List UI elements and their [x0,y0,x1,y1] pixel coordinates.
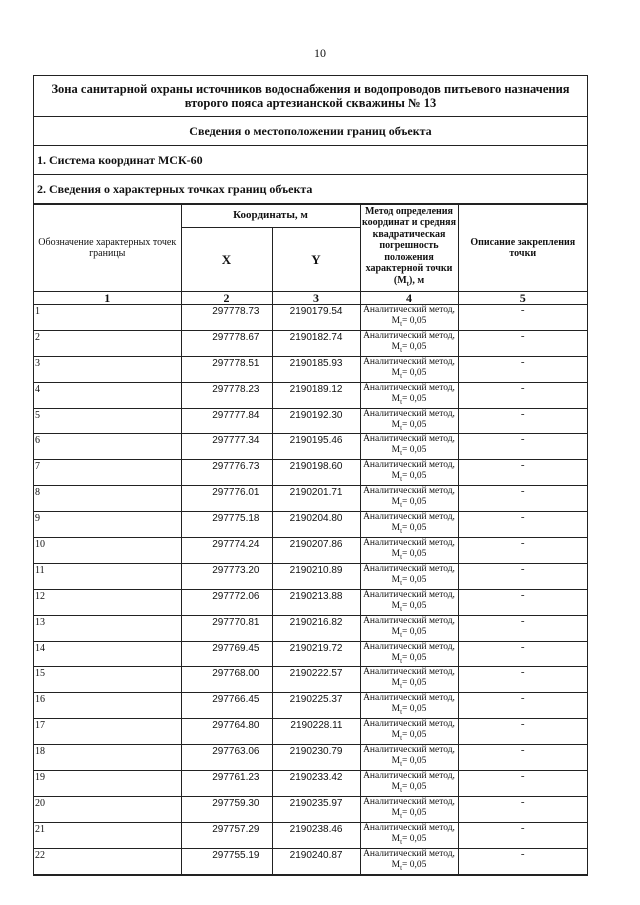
coordinate-y: 2190240.87 [272,848,360,874]
method-value: $M_t= 0,05$ [391,730,427,743]
coordinate-x: 297757.29 [181,822,272,848]
method-value: $M_t= 0,05$ [391,523,427,536]
title-line-1: Зона санитарной охраны источников водоснабжения и водопроводов питьевого назначения [51,82,570,96]
title-line-2: второго пояса артезианской скважины № 13 [184,96,437,110]
table-row [34,822,587,848]
method-text: Аналитический метод, [363,745,455,756]
header-y: Y [272,228,360,292]
method-value: $M_t= 0,05$ [391,859,427,872]
coordinate-x: 297759.30 [181,796,272,822]
method-value: $M_t= 0,05$ [391,833,427,846]
table-row [34,719,587,745]
coordinate-y: 2190182.74 [272,330,360,356]
boundary-points-form [33,75,588,876]
table-row [34,382,587,408]
method-cell [360,434,458,460]
coordinate-x: 297772.06 [181,589,272,615]
method-value: $M_t= 0,05$ [391,549,427,561]
coordinate-x: 297778.67 [181,330,272,356]
point-number: 21 [34,822,181,848]
table-row [34,796,587,822]
method-value: $M_t= 0,05$ [391,419,427,432]
coordinate-x: 297776.73 [181,460,272,486]
method-cell [360,771,458,797]
coordinate-x: 297777.34 [181,434,272,460]
method-text: Аналитический метод, [363,641,455,652]
point-number: 14 [34,641,181,667]
coordinate-y: 2190189.12 [272,382,360,408]
method-value: $M_t= 0,05$ [391,393,427,406]
point-number: 18 [34,745,181,771]
table-row [34,330,587,356]
method-text: Аналитический метод, [363,330,455,341]
coordinate-x: 297755.19 [181,848,272,874]
coordinate-x: 297778.51 [181,356,272,382]
method-cell [360,615,458,641]
coordinate-x: 297766.45 [181,693,272,719]
coordinate-x: 297775.18 [181,512,272,538]
method-text: Аналитический метод, [363,408,455,419]
point-number: 6 [34,434,181,460]
table-row [34,745,587,771]
method-cell [360,719,458,745]
description-cell: - [458,771,587,797]
method-cell [360,796,458,822]
coordinate-y: 2190198.60 [272,460,360,486]
method-cell [360,822,458,848]
coordinate-y: 2190195.46 [272,434,360,460]
coordinate-y: 2190225.37 [272,693,360,719]
column-number: 2 [181,292,272,305]
point-number: 20 [34,796,181,822]
method-cell [360,848,458,874]
column-number: 1 [34,292,181,305]
table-row [34,771,587,797]
coordinate-x: 297769.45 [181,641,272,667]
method-value: $M_t= 0,05$ [391,704,427,717]
method-cell [360,305,458,331]
description-cell: - [458,796,587,822]
coordinate-y: 2190233.42 [272,771,360,797]
column-number: 5 [458,292,587,305]
table-row [34,848,587,874]
header-point-designation: Обозначение характерных точек границы [34,205,181,292]
method-text: Аналитический метод, [363,848,455,859]
point-number: 3 [34,356,181,382]
point-number: 19 [34,771,181,797]
method-value: $M_t= 0,05$ [391,367,427,380]
point-number: 4 [34,382,181,408]
method-text: Аналитический метод, [363,615,455,626]
method-value: $M_t= 0,05$ [391,471,427,484]
description-cell: - [458,589,587,615]
coordinate-y: 2190213.88 [272,589,360,615]
point-number: 11 [34,563,181,589]
coordinate-x: 297770.81 [181,615,272,641]
page-number: 10 [314,46,326,60]
description-cell: - [458,615,587,641]
method-value: $M_t= 0,05$ [391,678,427,691]
point-number: 8 [34,486,181,512]
coordinate-y: 2190230.79 [272,745,360,771]
table-row [34,615,587,641]
method-cell [360,589,458,615]
coordinate-y: 2190222.57 [272,667,360,693]
description-cell: - [458,330,587,356]
table-row [34,512,587,538]
column-number: 4 [360,292,458,305]
description-cell: - [458,434,587,460]
description-cell: - [458,848,587,874]
point-number: 12 [34,589,181,615]
description-cell: - [458,408,587,434]
method-value: $M_t= 0,05$ [391,341,427,354]
document-title [34,76,587,117]
table-row [34,434,587,460]
coordinate-y: 2190179.54 [272,305,360,331]
coordinate-system: 1. Система координат МСК-60 [34,146,587,175]
header-x: X [181,228,272,292]
method-cell [360,486,458,512]
method-value: $M_t= 0,05$ [391,756,427,769]
coordinate-y: 2190228.11 [272,719,360,745]
description-cell: - [458,382,587,408]
method-value: $M_t= 0,05$ [391,626,427,639]
point-number: 10 [34,538,181,564]
table-body [34,305,587,875]
point-number: 1 [34,305,181,331]
method-cell [360,408,458,434]
coordinate-y: 2190235.97 [272,796,360,822]
description-cell: - [458,641,587,667]
method-text: Аналитический метод, [363,512,455,523]
method-value: $M_t= 0,05$ [391,600,427,613]
coordinate-x: 297763.06 [181,745,272,771]
method-text: Аналитический метод, [363,771,455,782]
description-cell: - [458,512,587,538]
column-number: 3 [272,292,360,305]
point-number: 16 [34,693,181,719]
table-row [34,563,587,589]
coordinate-x: 297778.73 [181,305,272,331]
coordinate-x: 297761.23 [181,771,272,797]
method-text: Аналитический метод, [363,563,455,574]
header-method: Метод определения координат и средняя квадратическая погрешность положения характерной точки $(M_t)$, м [360,205,458,292]
method-text: Аналитический метод, [363,538,455,549]
table-row [34,408,587,434]
method-cell [360,563,458,589]
table-row [34,460,587,486]
boundary-points-table [34,204,587,875]
method-cell [360,382,458,408]
coordinate-y: 2190210.89 [272,563,360,589]
coordinate-x: 297776.01 [181,486,272,512]
method-text: Аналитический метод, [363,305,455,315]
method-cell [360,667,458,693]
point-number: 2 [34,330,181,356]
method-cell [360,356,458,382]
method-text: Аналитический метод, [363,719,455,730]
method-value: $M_t= 0,05$ [391,497,427,510]
method-cell [360,512,458,538]
method-text: Аналитический метод, [363,589,455,600]
table-row [34,693,587,719]
point-number: 7 [34,460,181,486]
method-value: $M_t= 0,05$ [391,652,427,665]
method-cell [360,693,458,719]
description-cell: - [458,667,587,693]
point-number: 15 [34,667,181,693]
coordinate-x: 297778.23 [181,382,272,408]
table-row [34,589,587,615]
coordinate-y: 2190201.71 [272,486,360,512]
description-cell: - [458,538,587,564]
table-row [34,486,587,512]
points-heading: 2. Сведения о характерных точках границ объекта [34,175,587,204]
method-value: $M_t= 0,05$ [391,445,427,458]
coordinate-x: 297774.24 [181,538,272,564]
description-cell: - [458,486,587,512]
method-text: Аналитический метод, [363,822,455,833]
method-cell [360,460,458,486]
coordinate-y: 2190216.82 [272,615,360,641]
description-cell: - [458,356,587,382]
point-number: 9 [34,512,181,538]
method-value: $M_t= 0,05$ [391,316,427,328]
method-value: $M_t= 0,05$ [391,574,427,587]
coordinate-y: 2190192.30 [272,408,360,434]
coordinate-y: 2190207.86 [272,538,360,564]
point-number: 17 [34,719,181,745]
method-cell [360,641,458,667]
header-coordinates: Координаты, м [181,205,360,228]
coordinate-y: 2190185.93 [272,356,360,382]
description-cell: - [458,822,587,848]
description-cell: - [458,460,587,486]
description-cell: - [458,693,587,719]
method-text: Аналитический метод, [363,356,455,367]
coordinate-y: 2190219.72 [272,641,360,667]
coordinate-y: 2190204.80 [272,512,360,538]
method-value: $M_t= 0,05$ [391,807,427,820]
method-text: Аналитический метод, [363,486,455,497]
point-number: 22 [34,848,181,874]
table-row [34,538,587,564]
method-text: Аналитический метод, [363,382,455,393]
table-row [34,305,587,331]
method-text: Аналитический метод, [363,693,455,704]
coordinate-x: 297768.00 [181,667,272,693]
description-cell: - [458,745,587,771]
method-text: Аналитический метод, [363,434,455,445]
description-cell: - [458,719,587,745]
method-cell [360,745,458,771]
section-heading: Сведения о местоположении границ объекта [34,117,587,146]
method-text: Аналитический метод, [363,796,455,807]
method-value: $M_t= 0,05$ [391,782,427,794]
description-cell: - [458,305,587,331]
coordinate-x: 297773.20 [181,563,272,589]
header-description: Описание закрепления точки [458,205,587,292]
table-row [34,667,587,693]
method-cell [360,538,458,564]
coordinate-x: 297777.84 [181,408,272,434]
coordinate-y: 2190238.46 [272,822,360,848]
point-number: 13 [34,615,181,641]
method-cell [360,330,458,356]
table-row [34,356,587,382]
method-text: Аналитический метод, [363,460,455,471]
coordinate-x: 297764.80 [181,719,272,745]
description-cell: - [458,563,587,589]
point-number: 5 [34,408,181,434]
method-text: Аналитический метод, [363,667,455,678]
table-row [34,641,587,667]
